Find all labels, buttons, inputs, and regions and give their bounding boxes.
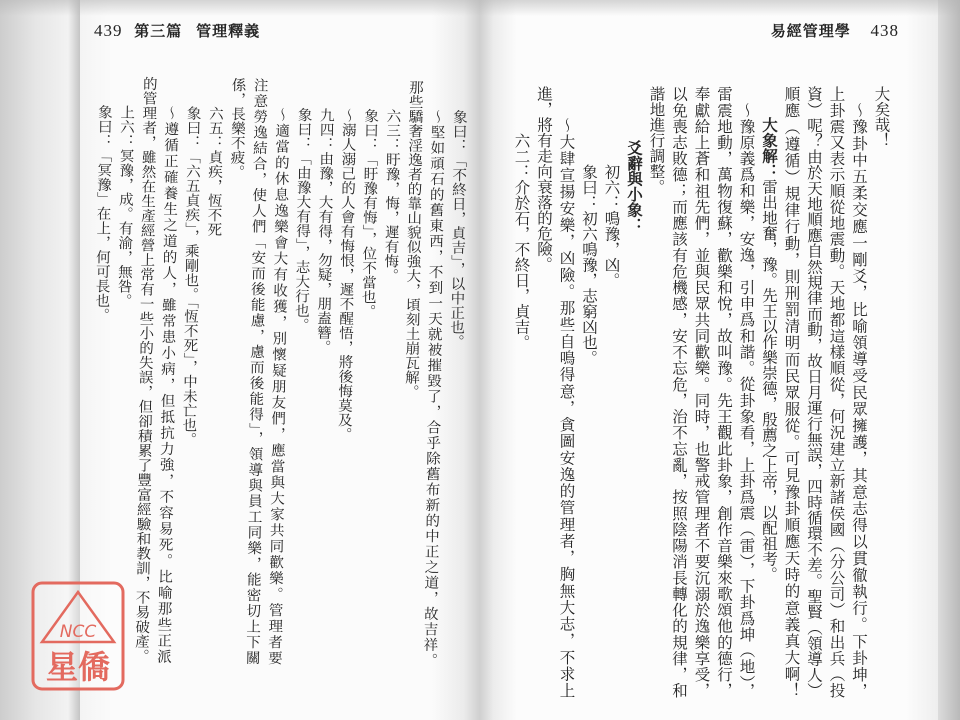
section-heading: 爻辭與小象： bbox=[625, 140, 644, 234]
text-column: ～豫原義爲和樂，安逸，引申爲和諧。從卦象看，上卦爲震（雷），下卦爲坤（地）， bbox=[737, 101, 756, 698]
ncc-logo bbox=[30, 580, 126, 692]
text-column: ～豫卦中五柔交應一剛爻，比喻領導受民眾擁護，其意志得以貫徹執行。下卦坤， bbox=[850, 101, 868, 698]
section-label: 第三篇 bbox=[134, 22, 183, 40]
text-column: 象曰：「冥豫」在上，何可長也。 bbox=[93, 104, 113, 323]
running-title: 管理釋義 bbox=[196, 22, 261, 40]
text-column: 順應（遵循）規律行動，則刑罰清明而民眾服從。可見豫卦順應天時的意義真大啊！ bbox=[782, 86, 801, 698]
section-text: 雷出地奮，豫。先王以作樂崇德，殷薦之上帝，以配祖考。 bbox=[760, 179, 778, 582]
logo-latin-text: NCC bbox=[59, 622, 97, 642]
logo-chinese-text: 星僑 bbox=[45, 648, 111, 686]
text-column: 六二：介於石，不終日，貞吉。 bbox=[512, 132, 531, 350]
text-column: 象曰：初六鳴豫，志窮凶也。 bbox=[580, 163, 598, 365]
page-number: 439 bbox=[94, 21, 123, 40]
text-column: 奉獻給上蒼和祖先們，並與民眾共同歡樂。同時，也警戒管理者不要沉溺於逸樂享受， bbox=[692, 86, 711, 698]
right-page bbox=[480, 0, 938, 720]
text-column: 六三：盱豫，悔，遲有悔。 bbox=[382, 108, 401, 283]
text-column: 注意勞逸結合，使人們「安而後能慮，慮而後能得」，領導與員工同樂，能密切上下關 bbox=[243, 77, 268, 665]
text-column: 象曰：「由豫大有得」，志大行也。 bbox=[292, 107, 312, 333]
left-page bbox=[80, 0, 480, 720]
text-column: 係，長樂不疲。 bbox=[228, 77, 246, 180]
text-column: 六五：貞疾，恆不死 bbox=[205, 105, 224, 237]
running-title: 易經管理學 bbox=[770, 22, 851, 40]
text-column: ～適當的休息逸樂會大有收獲，別懷疑朋友們，應當與大家共同歡樂。管理者要 bbox=[265, 106, 290, 666]
text-column: 諧地進行調整。 bbox=[647, 86, 666, 195]
text-column: 上六：冥豫，成。有渝，無咎。 bbox=[115, 104, 135, 308]
top-shadow bbox=[0, 0, 960, 16]
text-column: 那些驕奢淫逸者的靠山貌似強大，頃刻土崩瓦解。 bbox=[402, 79, 424, 399]
text-column: 初六：鳴豫，凶。 bbox=[602, 163, 621, 288]
text-column: ～溺人溺己的人會有悔恨，遲不醒悟，將後悔莫及。 bbox=[335, 107, 357, 442]
right-page-header bbox=[771, 20, 905, 41]
section-heading: 大象解： bbox=[760, 117, 779, 179]
text-column: 的管理者，雖然在生產經營上常有一些小的失誤，但卻積累了豐富經驗和教訓，不易破產。 bbox=[132, 76, 157, 664]
text-column: 進，將有走向衰落的危險。 bbox=[535, 86, 553, 272]
text-column bbox=[758, 86, 781, 698]
text-column: ～大肆宣揚安樂，凶險。那些自鳴得意，貪圖安逸的管理者，胸無大志，不求上 bbox=[557, 117, 576, 698]
text-column: 象曰：「六五貞疾」，乘剛也。「恆不死」，中未亡也。 bbox=[180, 105, 201, 447]
page-stack-edge-right bbox=[938, 0, 960, 720]
text-column: 象曰：「盱豫有悔」，位不當也。 bbox=[359, 108, 379, 319]
text-column: 象曰：「不終日，貞吉」，以中正也。 bbox=[447, 109, 468, 349]
right-page-text bbox=[510, 86, 893, 698]
text-column: 九四：由豫，大有得，勿疑，朋盍簪。 bbox=[314, 107, 334, 355]
page-number: 438 bbox=[870, 21, 899, 40]
text-column: 雷震地動，萬物復蘇，歡樂和悅，故叫豫。先王觀此卦象，創作音樂來歌頌他的德行， bbox=[715, 86, 733, 698]
text-column: 大矣哉！ bbox=[872, 86, 891, 148]
text-column: 以免喪志敗德；而應該有危機感，安不忘危，治不忘亂，按照陰陽消長轉化的規律，和 bbox=[670, 86, 688, 698]
text-column: ～堅如頑石的舊東西，不到一天就被摧毀了，合乎除舊布新的中正之道，故吉祥。 bbox=[421, 109, 445, 668]
text-column: 上卦震又表示順從地震動。天地都這樣順從，何況建立新諸侯國（分公司）和出兵（投 bbox=[827, 86, 846, 698]
text-column: ～遵循正確養生之道的人，雖常患小病，但抵抗力強，不容易死。比喻那些正派 bbox=[154, 105, 179, 664]
text-column: 資）呢？由於天地順應自然規律而動，故日月運行無誤，四時循環不差。聖賢（領導人） bbox=[805, 86, 823, 698]
logo-graphic bbox=[30, 580, 126, 692]
left-page-header bbox=[88, 20, 268, 41]
left-page-text bbox=[85, 75, 471, 667]
